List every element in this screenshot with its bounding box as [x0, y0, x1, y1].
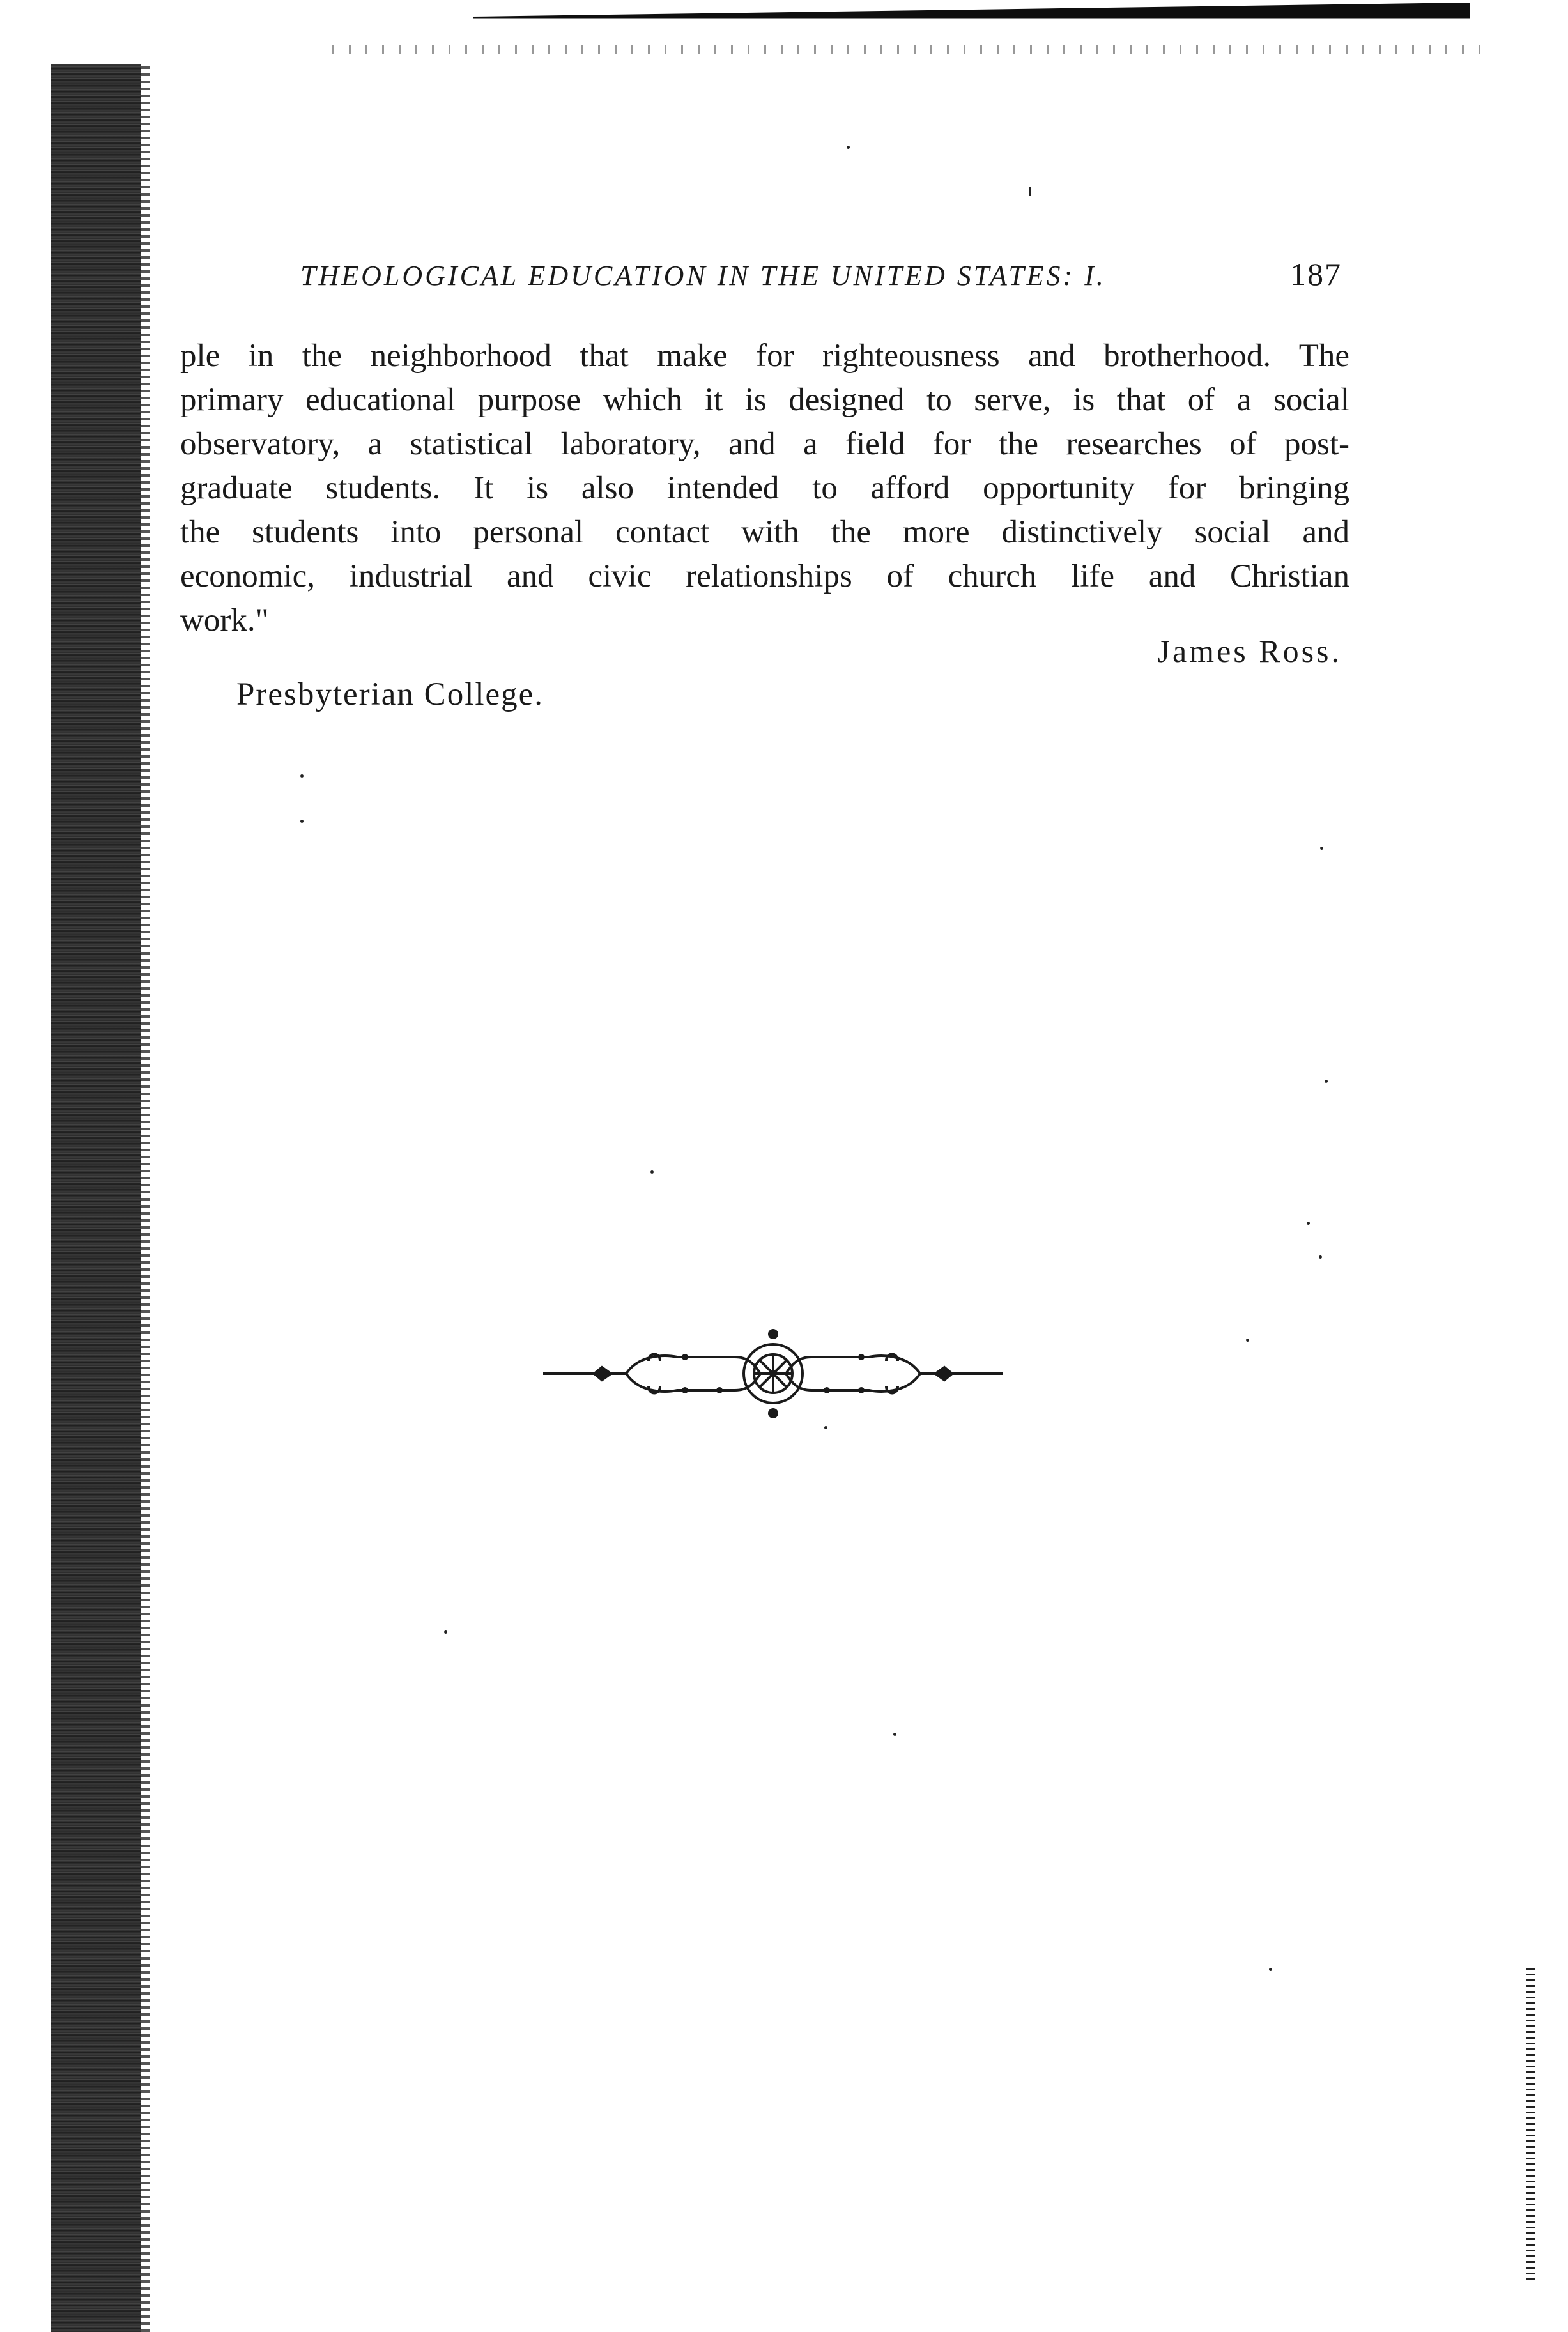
scan-speck	[300, 820, 304, 823]
scan-speck	[1246, 1339, 1249, 1342]
author-affiliation: Presbyterian College.	[236, 677, 544, 712]
tailpiece-ornament-icon	[537, 1316, 1010, 1431]
page-number: 187	[1290, 256, 1342, 292]
scan-speck	[847, 146, 850, 149]
text-line: economic, industrial and civic relationships of church life and Christian	[180, 558, 1349, 594]
text-line: the students into personal contact with the more distinctively social and	[180, 514, 1349, 550]
text-line: work."	[180, 602, 269, 638]
scan-speck	[1029, 187, 1031, 196]
running-head	[300, 256, 1342, 300]
scan-speck	[1307, 1222, 1310, 1225]
text-line: ple in the neighborhood that make for righteousness and brotherhood. The	[180, 338, 1349, 374]
author-signature: James Ross.	[1157, 633, 1342, 669]
body-paragraph	[180, 334, 1349, 643]
text-line: graduate students. It is also intended to afford opportunity for bringing	[180, 470, 1349, 506]
scan-edge-marks	[1526, 1968, 1535, 2281]
scan-speck	[1320, 847, 1323, 850]
scan-dots	[332, 45, 1482, 54]
scan-streak	[473, 3, 1470, 40]
scan-speck	[1325, 1080, 1328, 1083]
running-head-title: THEOLOGICAL EDUCATION IN THE UNITED STATES: I.	[300, 260, 1106, 291]
scan-speck	[893, 1733, 896, 1736]
scan-speck	[1319, 1255, 1322, 1259]
scan-speck	[1269, 1968, 1272, 1971]
binding-edge	[51, 64, 141, 2332]
scan-speck	[650, 1170, 654, 1174]
text-line: primary educational purpose which it is designed to serve, is that of a social	[180, 382, 1349, 418]
text-line: observatory, a statistical laboratory, and a field for the researches of post-	[180, 426, 1349, 462]
scan-speck	[444, 1630, 447, 1634]
scan-speck	[300, 774, 304, 778]
